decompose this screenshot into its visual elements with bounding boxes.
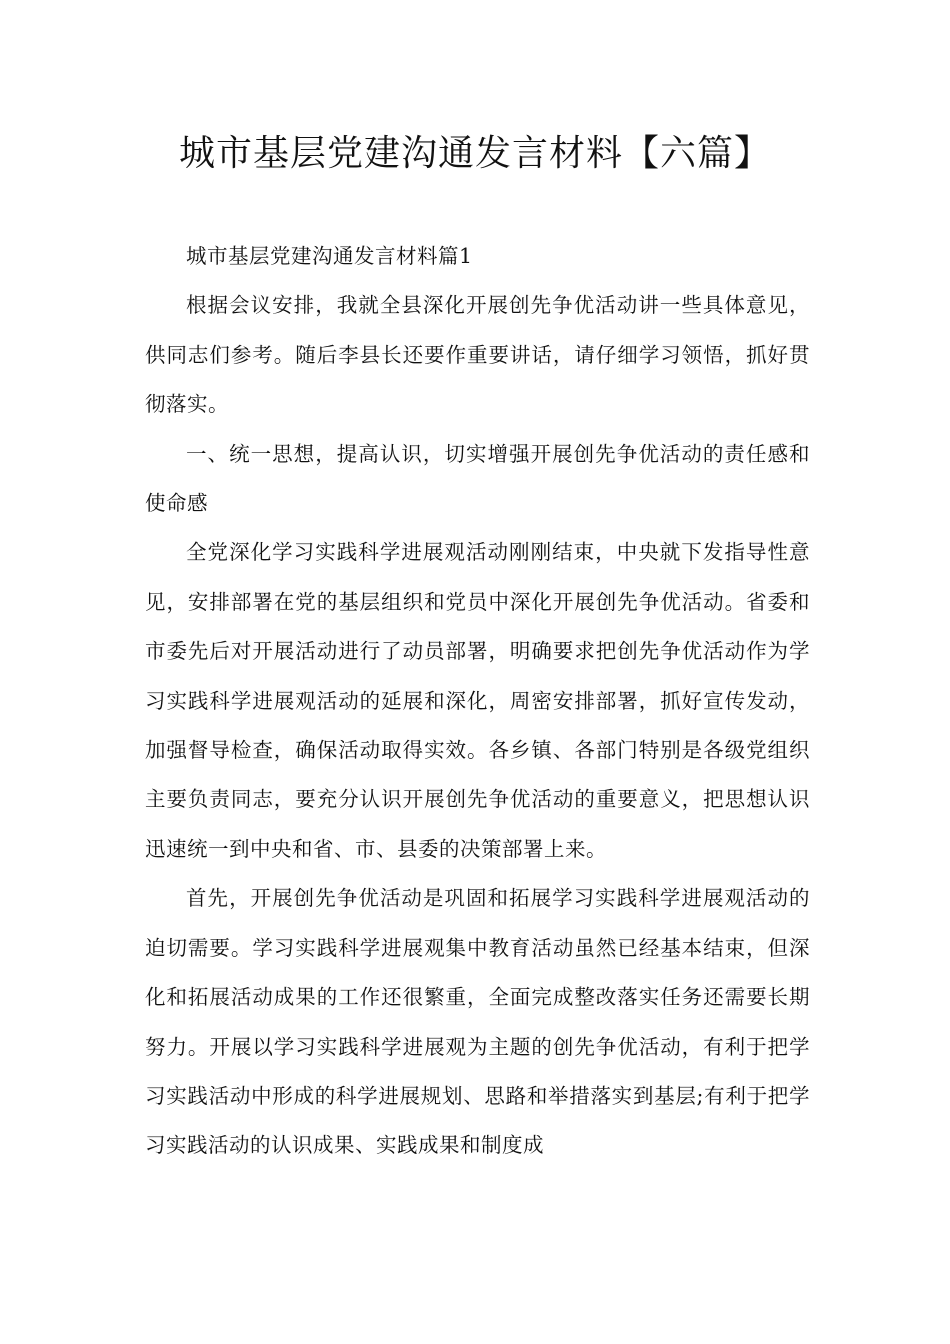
- body-paragraph: 首先，开展创先争优活动是巩固和拓展学习实践科学进展观活动的迫切需要。学习实践科学进展观集中教育活动虽然已经基本结束，但深化和拓展活动成果的工作还很繁重，全面完成整改落实任务还需要长期努力。开展以学习实践科学进展观为主题的创先争优活动，有利于把学习实践活动中形成的科学进展规划、思路和举措落实到基层;有利于把学习实践活动的认识成果、实践成果和制度成: [145, 886, 810, 1158]
- document-title: 城市基层党建沟通发言材料【六篇】: [178, 133, 771, 174]
- body-paragraph: 全党深化学习实践科学进展观活动刚刚结束，中央就下发指导性意见，安排部署在党的基层组织和党员中深化开展创先争优活动。省委和市委先后对开展活动进行了动员部署，明确要求把创先争优活动作为学习实践科学进展观活动的延展和深化，周密安排部署，抓好宣传发动，加强督导检查，确保活动取得实效。各乡镇、各部门特别是各级党组织主要负责同志，要充分认识开展创先争优活动的重要意义，把思想认识迅速统一到中央和省、市、县委的决策部署上来。: [145, 540, 810, 861]
- section-heading: 城市基层党建沟通发言材料篇1: [186, 244, 473, 268]
- body-paragraph: 根据会议安排，我就全县深化开展创先争优活动讲一些具体意见，供同志们参考。随后李县长还要作重要讲话，请仔细学习领悟，抓好贯彻落实。: [145, 293, 810, 417]
- subsection-heading: 一、统一思想，提高认识，切实增强开展创先争优活动的责任感和使命感: [145, 441, 810, 516]
- document-body: [145, 232, 810, 1171]
